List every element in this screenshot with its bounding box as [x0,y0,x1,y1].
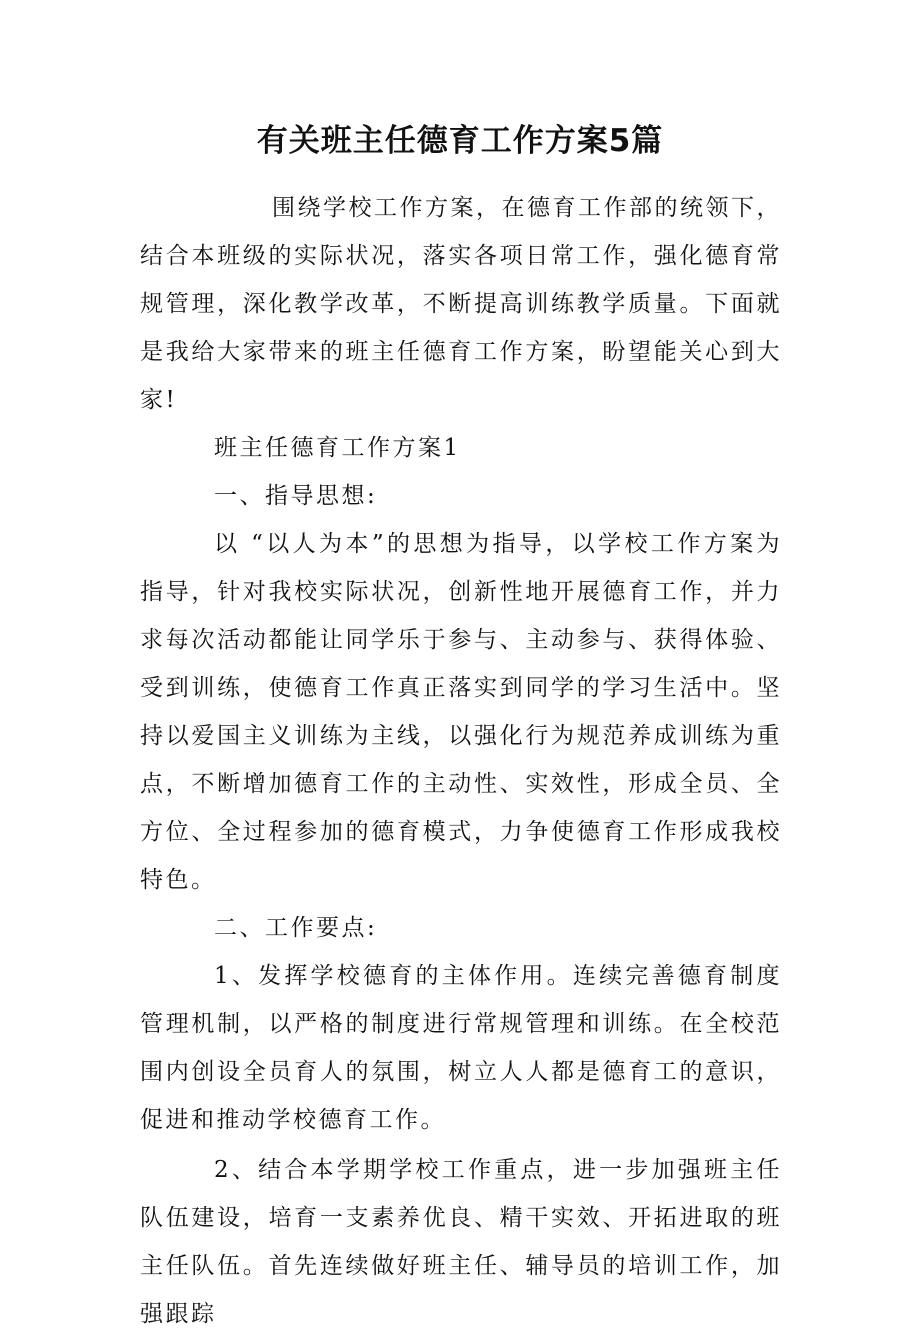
section-heading-plan-1: 班主任德育工作方案1 [214,435,461,461]
paragraph-point-2: 2、结合本学期学校工作重点，进一步加强班主任队伍建设，培育一支素养优良、精干实效、开拓进取的班主任队伍。首先连续做好班主任、辅导员的培训工作，加强跟踪 [140,1157,782,1327]
document-title: 有关班主任德育工作方案5篇 [256,123,664,159]
paragraph-guiding-ideology: 以 “以人为本”的思想为指导，以学校工作方案为指导，针对我校实际状况，创新性地开展德育工作，并力求每次活动都能让同学乐于参与、主动参与、获得体验、受到训练，使德育工作真正落实到同学的学习生活中。坚持以爱国主义训练为主线，以强化行为规范养成训练为重点，不断增加德育工作的主动性、实效性，形成全员、全方位、全过程参加的德育模式，力争使德育工作形成我校特色。 [140,531,782,893]
heading-guiding-ideology: 一、指导思想: [214,483,378,509]
paragraph-point-1: 1、发挥学校德育的主体作用。连续完善德育制度管理机制，以严格的制度进行常规管理和训练。在全校范围内创设全员育人的氛围，树立人人都是德育工的意识，促进和推动学校德育工作。 [140,963,782,1133]
document-body [140,184,782,1338]
intro-paragraph: 围绕学校工作方案，在德育工作部的统领下，结合本班级的实际状况，落实各项日常工作，强化德育常规管理，深化教学改革，不断提高训练教学质量。下面就是我给大家带来的班主任德育工作方案，盼望能关心到大家! [140,195,782,413]
heading-work-points: 二、工作要点: [214,915,378,941]
